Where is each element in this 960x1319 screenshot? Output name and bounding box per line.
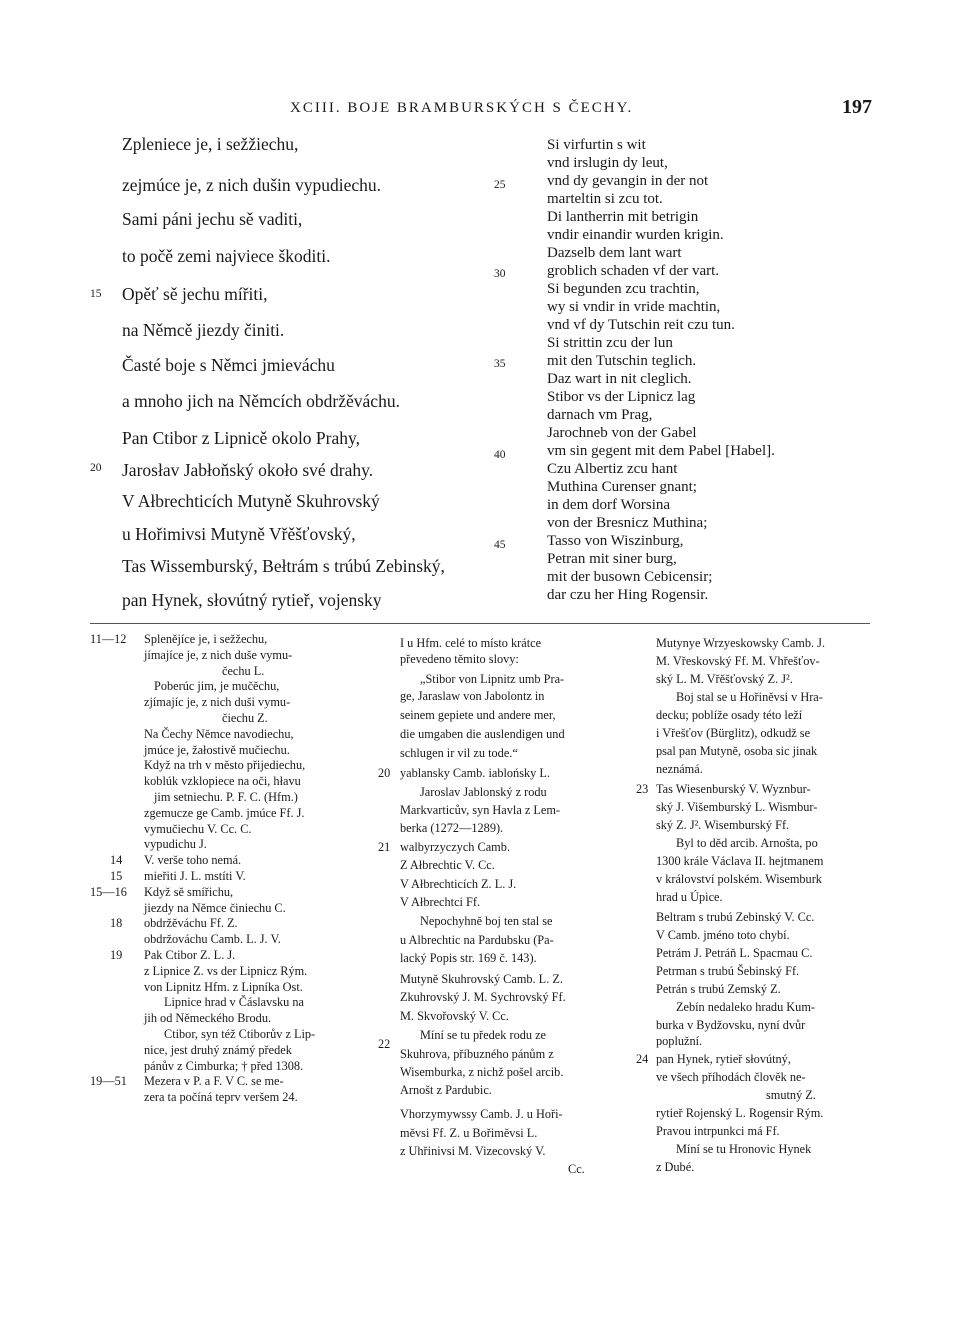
note-line: M. Vřeskovský Ff. M. Vhřešťov- [656, 654, 820, 668]
note-line: von Lipnitz Hfm. z Lipníka Ost. [144, 980, 303, 994]
note-line: v království polském. Wisemburk [656, 872, 822, 886]
note-line: yablansky Camb. iablońsky L. [400, 766, 550, 780]
verse-line: Jarochneb von der Gabel [547, 425, 697, 441]
note-line: burka v Bydžovsku, nyní dvůr [656, 1018, 806, 1032]
note-line: Splenějíce je, i sežžechu, [144, 632, 268, 646]
verse-line: vndir einandir wurden krigin. [547, 227, 724, 243]
note-line: Markvarticův, syn Havla z Lem- [400, 803, 561, 817]
note-number: 22 [378, 1037, 391, 1051]
note-line: mieřiti J. L. mstíti V. [144, 869, 246, 883]
note-line: die umgaben die auslendigen und [400, 727, 565, 741]
note-line: Vhorzymywssy Camb. J. u Hoři- [400, 1107, 563, 1121]
line-number: 35 [494, 358, 506, 370]
note-line: Byl to děd arcib. Arnošta, po [676, 836, 818, 850]
note-line: Lipnice hrad v Čáslavsku na [164, 995, 305, 1009]
verse-line: u Hořimivsi Mutyně Vřěšťovský, [122, 524, 356, 544]
note-line: z Dubé. [656, 1160, 695, 1174]
verse-line: Zpleniece je, i sežžiechu, [122, 134, 299, 154]
note-line: M. Skvořovský V. Cc. [400, 1009, 509, 1023]
note-line: Mezera v P. a F. V C. se me- [144, 1074, 284, 1088]
note-line: decku; poblíže osady této leží [656, 708, 803, 722]
verse-line: Tasso von Wiszinburg, [547, 533, 684, 549]
note-number: 21 [378, 840, 391, 854]
note-line: ský J. Višemburský L. Wismbur- [656, 800, 818, 814]
verse-line: Si strittin zcu der lun [547, 335, 673, 351]
verse-line: a mnoho jich na Němcích obdržěváchu. [122, 391, 400, 411]
verse-line: Stibor vs der Lipnicz lag [547, 389, 696, 405]
verse-line: dar czu her Hing Rogensir. [547, 587, 709, 603]
verse-line: Pan Ctibor z Lipnicě okolo Prahy, [122, 428, 360, 448]
note-line: I u Hfm. celé to místo krátce [400, 636, 542, 650]
verse-line: V Ałbrechticích Mutyně Skuhrovský [122, 491, 380, 511]
note-line: zera ta počíná teprv veršem 24. [144, 1090, 298, 1104]
note-line: Cc. [568, 1162, 585, 1176]
note-line: V Ałbrechticích Z. L. J. [400, 877, 517, 891]
note-line: Petrám J. Petráň L. Spacmau C. [656, 946, 813, 960]
verse-line: Di lantherrin mit betrigin [547, 209, 699, 225]
verse-line: Petran mit siner burg, [547, 551, 677, 567]
note-number: 11—12 [90, 632, 127, 646]
note-number: 18 [110, 916, 123, 930]
note-line: 1300 krále Václava II. hejtmanem [656, 854, 824, 868]
note-line: walbyrzyczych Camb. [400, 840, 510, 854]
note-line: V Ałbrechtci Ff. [400, 895, 481, 909]
note-line: z Uhřinivsi M. Vizecovský V. [400, 1144, 546, 1158]
note-line: Skuhrova, příbuzného pánům z [400, 1047, 554, 1061]
note-line: vypudichu J. [144, 837, 207, 851]
verse-line: Si begunden zcu trachtin, [547, 281, 700, 297]
note-line: i Vřešťov (Bürglitz), odkudž se [656, 726, 811, 740]
verse-line: Opěť sě jechu mířiti, [122, 284, 268, 304]
note-line: obdržěváchu Ff. Z. [144, 916, 238, 930]
line-number: 20 [90, 462, 102, 474]
note-line: jim setniechu. P. F. C. (Hfm.) [154, 790, 298, 804]
verse-line: mit den Tutschin teglich. [547, 353, 697, 369]
note-line: ge, Jaraslaw von Jabolontz in [400, 689, 545, 703]
note-line: Míní se tu Hronovic Hynek [676, 1142, 812, 1156]
note-line: vymučiechu V. Cc. C. [144, 822, 252, 836]
chapter-title: XCIII. BOJE BRAMBURSKÝCH S ČECHY. [290, 100, 634, 116]
note-line: Petrán s trubú Zemský Z. [656, 982, 781, 996]
note-line: nice, jest druhý známý předek [144, 1043, 292, 1057]
note-line: čechu L. [222, 664, 265, 678]
note-number: 23 [636, 782, 649, 796]
note-line: pánův z Cimburka; † před 1308. [144, 1059, 304, 1073]
verse-line: Sami páni jechu sě vaditi, [122, 209, 303, 229]
note-line: ve všech příhodách člověk ne- [656, 1070, 806, 1084]
note-line: ský Z. J². Wisemburský Ff. [656, 818, 790, 832]
note-line: poplužní. [656, 1034, 703, 1048]
note-line: „Stibor von Lipnitz umb Pra- [420, 672, 565, 686]
note-line: zgemucze ge Camb. jmúce Ff. J. [144, 806, 305, 820]
note-line: Míní se tu předek rodu ze [420, 1028, 547, 1042]
verse-line: na Němcě jiezdy činiti. [122, 320, 285, 340]
verse-line: vnd dy gevangin in der not [547, 173, 709, 189]
line-number: 25 [494, 179, 506, 191]
note-line: Nepochyhně boj ten stal se [420, 914, 553, 928]
note-number: 24 [636, 1052, 649, 1066]
note-line: Arnošt z Pardubic. [400, 1083, 492, 1097]
note-number: 15—16 [90, 885, 127, 899]
verse-line: vm sin gegent mit dem Pabel [Habel]. [547, 443, 775, 459]
note-line: Když sě smířichu, [144, 885, 234, 899]
note-line: neznámá. [656, 762, 703, 776]
verse-line: Časté boje s Němci jmieváchu [122, 355, 335, 375]
verse-line: Muthina Curenser gnant; [547, 479, 697, 495]
note-line: V Camb. jméno toto chybí. [656, 928, 790, 942]
verse-line: wy si vndir in vride machtin, [547, 299, 721, 315]
note-number: 14 [110, 853, 123, 867]
note-number: 19—51 [90, 1074, 127, 1088]
note-line: měvsi Ff. Z. u Bořiměvsi L. [400, 1126, 538, 1140]
note-line: jmúce je, žałostivě mučiechu. [144, 743, 290, 757]
verse-line: marteltin si zcu tot. [547, 191, 663, 207]
verse-line: groblich schaden vf der vart. [547, 263, 720, 279]
note-line: Wisemburka, z nichž pošel arcib. [400, 1065, 564, 1079]
verse-line: mit der busown Cebicensir; [547, 569, 713, 585]
note-line: seinem gepiete und andere mer, [400, 708, 556, 722]
note-line: jih od Německého Brodu. [144, 1011, 272, 1025]
verse-line: Dazselb dem lant wart [547, 245, 682, 261]
note-line: Pravou intrpunkci má Ff. [656, 1124, 780, 1138]
verse-line: to počě zemi najviece škoditi. [122, 246, 331, 266]
note-line: schlugen ir vil zu tode.“ [400, 746, 518, 760]
note-line: koblúk vzklopiece na oči, hłavu [144, 774, 301, 788]
note-line: Beltram s trubú Zebinský V. Cc. [656, 910, 815, 924]
verse-line: in dem dorf Worsina [547, 497, 671, 513]
note-line: Tas Wiesenburský V. Wyznbur- [656, 782, 811, 796]
verse-line: zejmúce je, z nich dušin vypudiechu. [122, 175, 382, 195]
verse-line: darnach vm Prag, [547, 407, 653, 423]
note-line: čiechu Z. [222, 711, 268, 725]
verse-line: vnd vf dy Tutschin reit czu tun. [547, 317, 735, 333]
note-line: rytieř Rojenský L. Rogensir Rým. [656, 1106, 824, 1120]
verse-line: Daz wart in nit cleglich. [547, 371, 692, 387]
note-line: zjímajíc je, z nich duši vymu- [144, 695, 291, 709]
note-line: jiezdy na Němce činiechu C. [144, 901, 286, 915]
page-number: 197 [842, 96, 872, 118]
note-line: Na Čechy Němce navodiechu, [144, 727, 294, 741]
note-line: jímajíce je, z nich duše vymu- [144, 648, 293, 662]
verse-line: Tas Wissemburský, Bełtrám s trúbú Zebinský, [122, 556, 445, 576]
note-line: Jaroslav Jablonský z rodu [420, 785, 547, 799]
footnote-separator [90, 623, 870, 624]
note-number: 15 [110, 869, 123, 883]
note-line: Zkuhrovský J. M. Sychrovský Ff. [400, 990, 566, 1004]
note-line: Z Ałbrechtic V. Cc. [400, 858, 495, 872]
verse-line: vnd irslugin dy leut, [547, 155, 668, 171]
verse-line: von der Bresnicz Muthina; [547, 515, 708, 531]
note-line: V. verše toho nemá. [144, 853, 242, 867]
note-number: 19 [110, 948, 123, 962]
verse-line: pan Hynek, słovútný rytieř, vojensky [122, 590, 382, 610]
note-line: berka (1272—1289). [400, 821, 504, 835]
note-line: z Lipnice Z. vs der Lipnicz Rým. [144, 964, 308, 978]
note-line: Pak Ctibor Z. L. J. [144, 948, 236, 962]
running-header [0, 96, 960, 126]
note-line: Mutyně Skuhrovský Camb. L. Z. [400, 972, 563, 986]
line-number: 30 [494, 268, 506, 280]
note-line: Petrman s trubú Šebinský Ff. [656, 964, 800, 978]
line-number: 15 [90, 288, 102, 300]
verse-line: Czu Albertiz zcu hant [547, 461, 678, 477]
note-line: Mutynye Wrzyeskowsky Camb. J. [656, 636, 826, 650]
note-line: pan Hynek, rytieř słovútný, [656, 1052, 791, 1066]
note-line: obdržováchu Camb. L. J. V. [144, 932, 281, 946]
line-number: 40 [494, 449, 506, 461]
note-line: hrad u Úpice. [656, 890, 723, 904]
note-line: Ctibor, syn též Ctiborův z Lip- [164, 1027, 316, 1041]
note-line: Když na trh v město přijediechu, [144, 758, 306, 772]
note-line: u Albrechtic na Pardubsku (Pa- [400, 933, 554, 947]
line-number: 45 [494, 539, 506, 551]
note-line: Poberúc jim, je mučěchu, [154, 679, 280, 693]
note-line: lacký Popis str. 169 č. 143). [400, 951, 537, 965]
verse-line: Jarosłav Jabłoňský około své drahy. [122, 460, 374, 480]
note-line: převedeno těmito slovy: [400, 652, 519, 666]
verse-line: Si virfurtin s wit [547, 137, 646, 153]
note-line: psal pan Mutyně, osoba sic jinak [656, 744, 818, 758]
note-line: Boj stal se u Hořiněvsi v Hra- [676, 690, 823, 704]
note-line: Zebín nedaleko hradu Kum- [676, 1000, 815, 1014]
note-number: 20 [378, 766, 391, 780]
note-line: ský L. M. Vřěšťovský Z. J². [656, 672, 793, 686]
note-line: smutný Z. [766, 1088, 816, 1102]
